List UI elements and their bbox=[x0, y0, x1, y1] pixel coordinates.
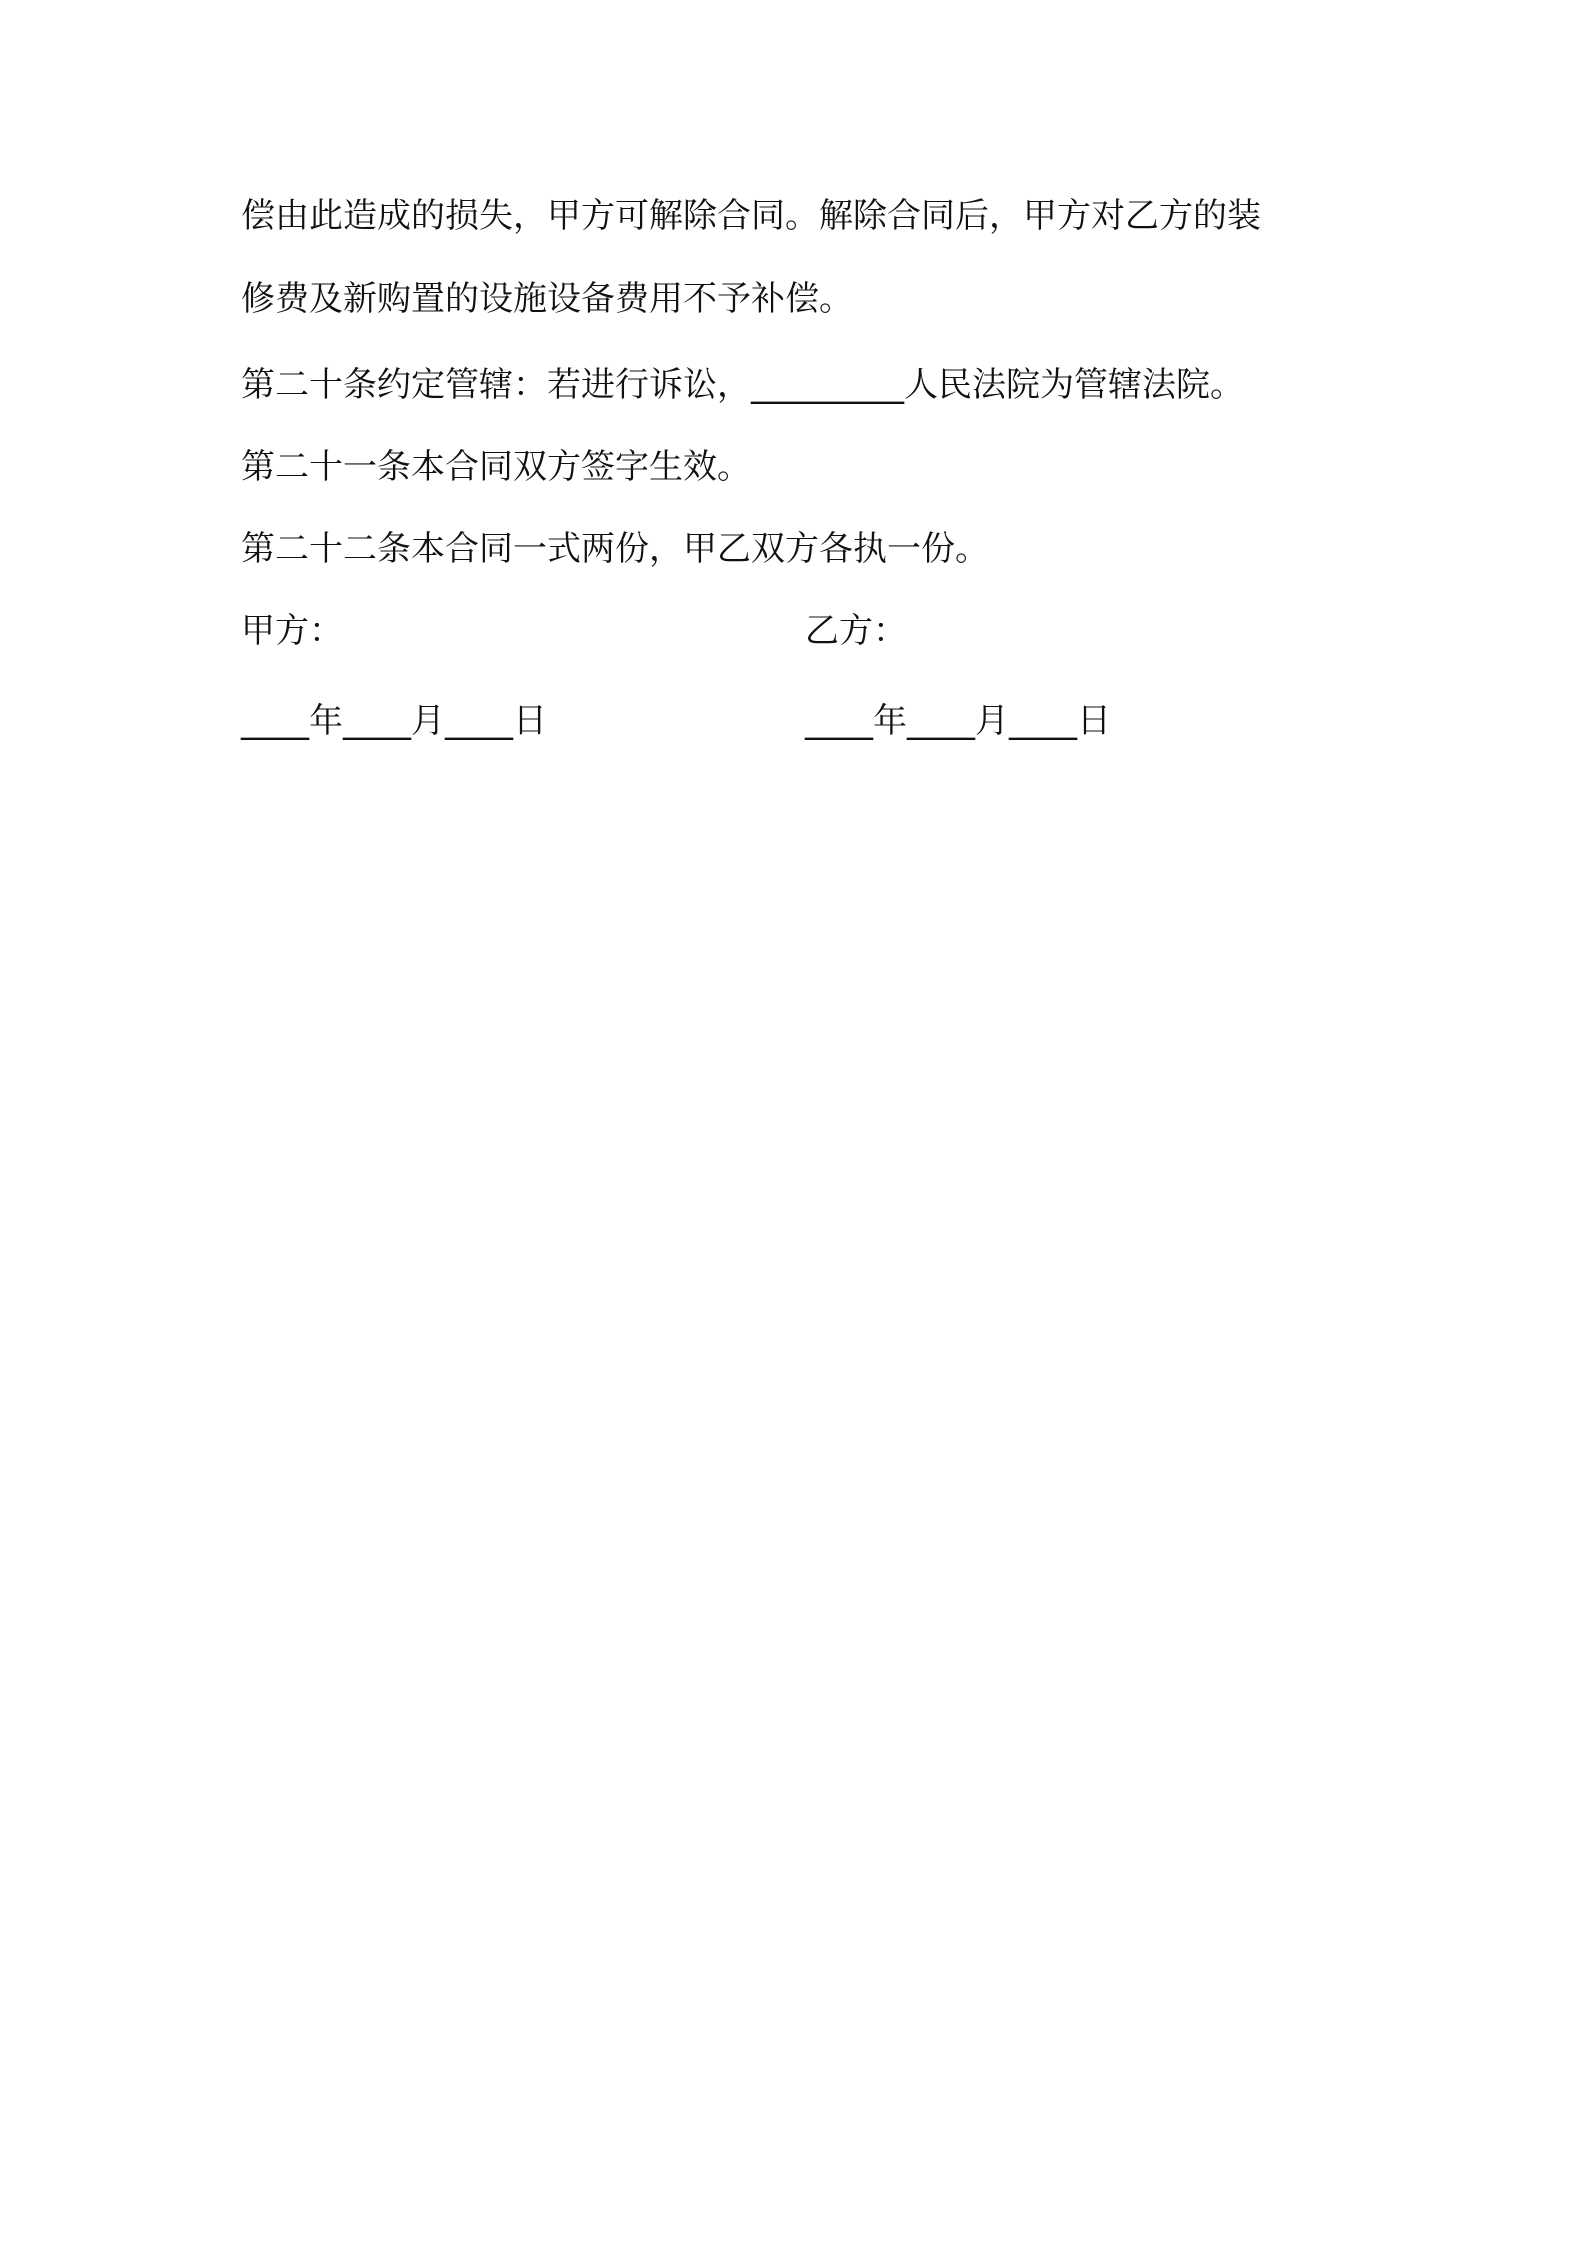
party-b-date: ____年____月____日 bbox=[805, 701, 1111, 741]
article-20-jurisdiction: 第二十条约定管辖：若进行诉讼，_________人民法院为管辖法院。 bbox=[241, 365, 1244, 405]
signature-dates-row bbox=[241, 701, 1361, 741]
party-b-label: 乙方： bbox=[805, 611, 907, 651]
party-a-date: ____年____月____日 bbox=[241, 701, 547, 741]
paragraph-line-1: 偿由此造成的损失，甲方可解除合同。解除合同后，甲方对乙方的装 bbox=[241, 196, 1261, 236]
paragraph-line-2: 修费及新购置的设施设备费用不予补偿。 bbox=[241, 279, 853, 319]
article-21-effectiveness: 第二十一条本合同双方签字生效。 bbox=[241, 447, 751, 487]
document-body bbox=[241, 196, 1361, 741]
party-a-label: 甲方： bbox=[241, 611, 343, 651]
article-22-copies: 第二十二条本合同一式两份，甲乙双方各执一份。 bbox=[241, 529, 989, 569]
signature-parties-row bbox=[241, 611, 1361, 651]
